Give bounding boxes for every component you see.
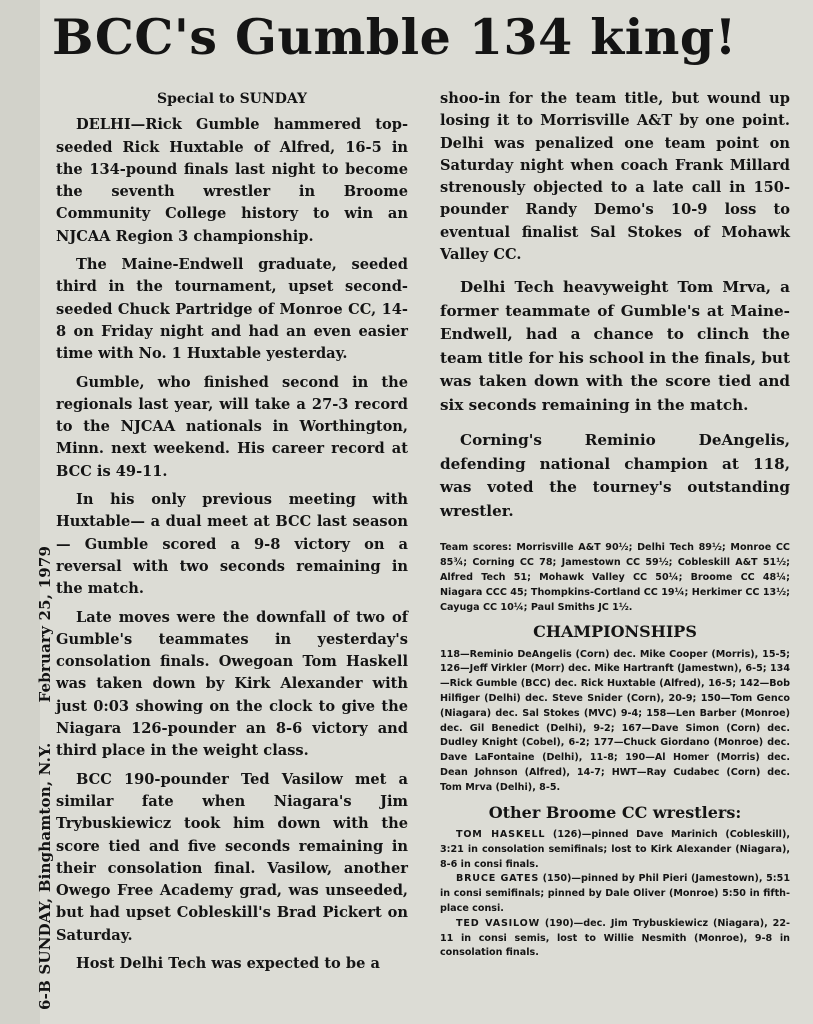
folio-date: February 25, 1979 — [36, 545, 54, 703]
paragraph: Gumble, who finished second in the regionals last year, will take a 27-3 record to the NJCAA nationals in Worthington, Minn. next weekend. His career record at BCC is 49-11. — [56, 373, 408, 480]
wrestler-name: TOM HASKELL — [456, 828, 546, 840]
byline: Special to SUNDAY — [156, 91, 307, 107]
folio-place: , Binghamton, N.Y. — [36, 742, 54, 904]
team-scores — [440, 541, 790, 615]
paragraph: Corning's Reminio DeAngelis, defending national champion at 118, was voted the tourney's outstanding wrestler. — [440, 431, 790, 520]
page-folio — [36, 510, 54, 1010]
wrestler-name: BRUCE GATES — [456, 873, 540, 885]
paragraph: Delhi Tech heavyweight Tom Mrva, a former teammate of Gumble's at Maine-Endwell, had a chance to clinch the team title for his school in the finals, but was taken down with the score tied and six seconds remaining in the match. — [440, 278, 790, 414]
paragraph: shoo-in for the team title, but wound up losing it to Morrisville A&T by one point. Delhi was penalized one team point on Saturday night when coach Frank Millard strenously objected to a late call in 150-pounder Randy Demo's 10-9 loss to eventual finalist Sal Stokes of Mohawk Valley CC. — [440, 90, 790, 264]
wrestler-entry — [440, 917, 790, 961]
championships-results: 118—Reminio DeAngelis (Corn) dec. Mike Cooper (Morris), 15-5; 126—Jeff Virkler (Morr) dec. Mike Hartranft (Jamestwn), 6-5; 134—Rick Gumble (BCC) dec. Rick Huxtable (Alfred), 16-5; 142—Bob Hilfiger (Delhi) dec. Steve Snider (Corn), 20-9; 150—Tom Genco (Niagara) dec. Sal Stokes (MVC) 9-4; 158—Len Barber (Monroe) dec. Gil Benedict (Delhi), 9-2; 167—Dave Simon (Corn) dec. Dudley Knight (Cobel), 6-2; 177—Chuck Giordano (Monroe) dec. Dave LaFontaine (Delhi), 11-8; 190—Al Homer (Morris) dec. Dean Johnson (Alfred), 14-7; HWT—Ray Cudabec (Corn) dec. Tom Mrva (Delhi), 8-5. — [440, 648, 790, 793]
paragraph: DELHI—Rick Gumble hammered top-seeded Rick Huxtable of Alfred, 16-5 in the 134-pound finals last night to become the seventh wrestler in Broome Community College history to win an NJCAA Region 3 championship. — [56, 116, 408, 245]
team-scores-text: Morrisville A&T 90½; Delhi Tech 89½; Monroe CC 85¾; Corning CC 78; Jamestown CC 59½; Cobleskill A&T 51½; Alfred Tech 51; Mohawk Valley CC 50¼; Broome CC 48¼; Niagara CCC 45; Thompkins-Cortland CC 19¼; Herkimer CC 13½; Cayuga CC 10¼; Paul Smiths JC 1½. — [440, 542, 790, 613]
wrestler-entry — [440, 872, 790, 916]
column-right — [440, 88, 790, 967]
wrestler-entry — [440, 828, 790, 872]
paragraph: Host Delhi Tech was expected to be a — [76, 954, 380, 972]
headline: BCC's Gumble 134 king! — [52, 8, 737, 66]
folio-page: 6-B — [36, 980, 54, 1010]
column-left — [56, 88, 408, 981]
page-margin-strip — [0, 0, 40, 1024]
other-wrestlers — [440, 828, 790, 961]
wrestler-result: (126)—pinned Dave Marinich (Cobleskill), 3:21 in consolation semifinals; lost to Kirk Alexander (Niagara), 8-6 in consi finals. — [440, 828, 790, 870]
wrestler-result: (190)—dec. Jim Trybuskiewicz (Niagara), 22-11 in consi semis, lost to Willie Nesmith (Monroe), 9-8 in consolation finals. — [440, 917, 790, 959]
team-scores-label: Team scores: — [440, 542, 512, 554]
wrestler-result: (150)—pinned by Phil Pieri (Jamestown), 5:51 in consi semifinals; pinned by Dale Oliver (Monroe) 5:50 in fifth-place consi. — [440, 873, 790, 914]
paragraph: BCC 190-pounder Ted Vasilow met a similar fate when Niagara's Jim Trybuskiewicz took him down with the score tied and five seconds remaining in their consolation final. Vasilow, another Owego Free Academy grad, was unseeded, but had upset Cobleskill's Brad Pickert on Saturday. — [56, 770, 408, 944]
paragraph: Late moves were the downfall of two of Gumble's teammates in yesterday's consolation finals. Owegoan Tom Haskell was taken down by Kirk Alexander with just 0:03 showing on the clock to give the Niagara 126-pounder an 8-6 victory and third place in the weight class. — [56, 608, 408, 760]
paragraph: The Maine-Endwell graduate, seeded third in the tournament, upset second-seeded Chuck Partridge of Monroe CC, 14-8 on Friday night and had an even easier time with No. 1 Huxtable yesterday. — [56, 256, 408, 363]
folio-paper: SUNDAY — [36, 903, 54, 975]
other-wrestlers-heading: Other Broome CC wrestlers: — [488, 802, 742, 822]
championships-heading: CHAMPIONSHIPS — [533, 622, 697, 642]
paragraph: In his only previous meeting with Huxtable— a dual meet at BCC last season— Gumble scored a 9-8 victory on a reversal with two seconds remaining in the match. — [56, 491, 408, 598]
wrestler-name: TED VASILOW — [456, 917, 540, 929]
